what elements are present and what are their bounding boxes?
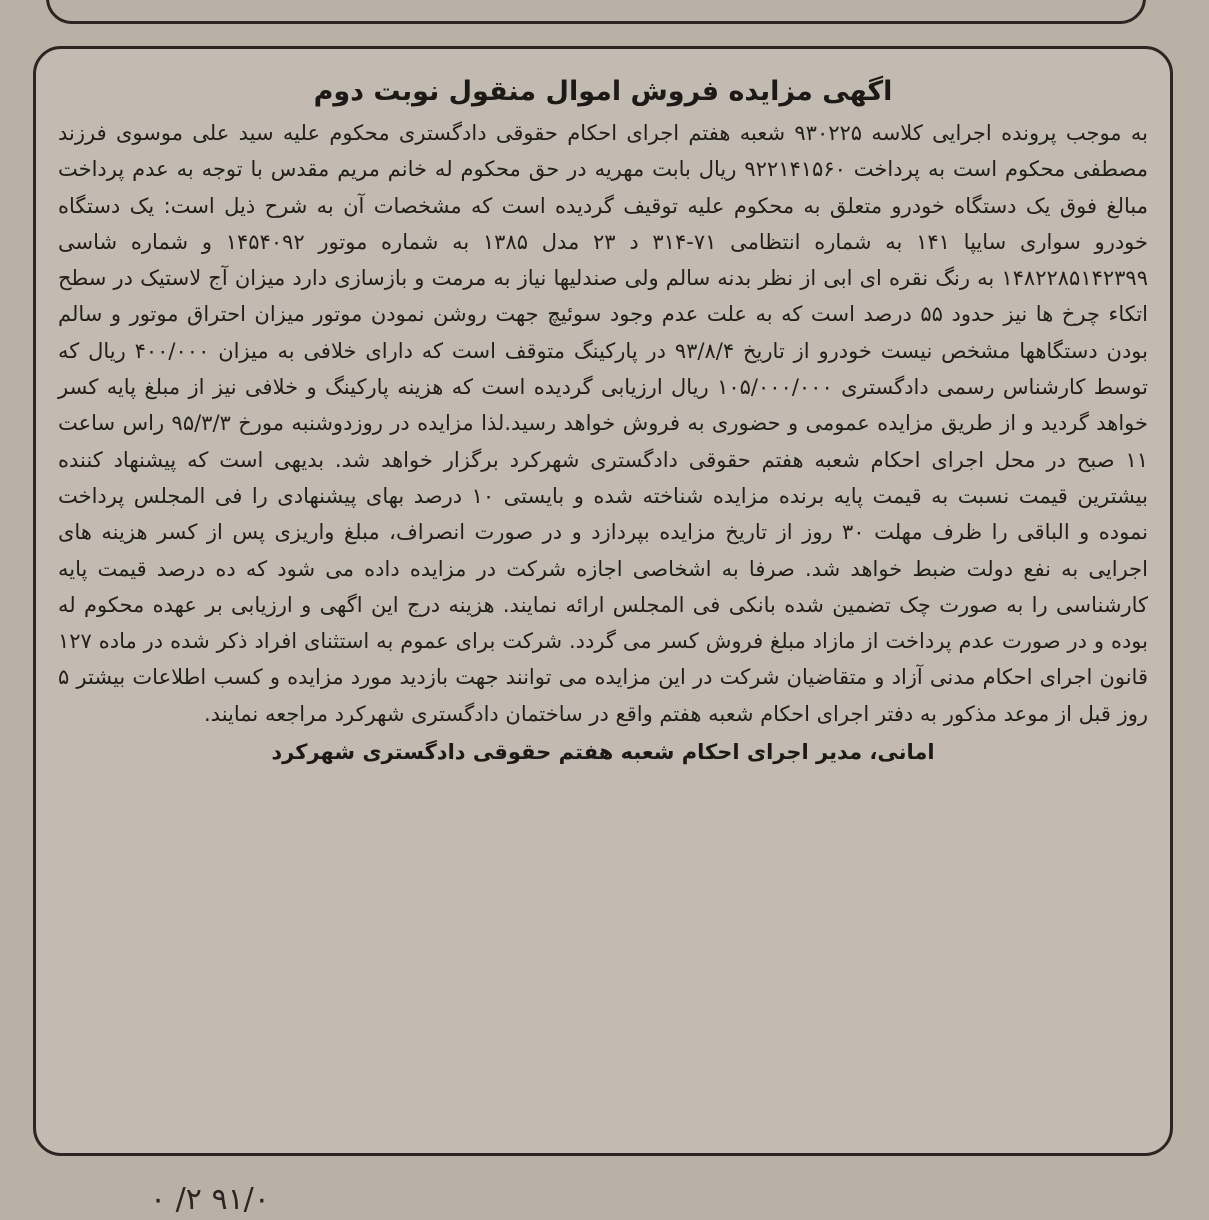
auction-notice <box>33 46 1173 1156</box>
previous-notice-frame <box>46 0 1146 24</box>
bottom-partial-text: ۹۱/۰ ۲/ ۰ <box>150 1182 270 1217</box>
notice-body: به موجب پرونده اجرایی کلاسه ۹۳۰۲۲۵ شعبه هفتم اجرای احکام حقوقی دادگستری محکوم علیه سید علی موسوی فرزند مصطفی محکوم است به پرداخت ۹۲۲۱۴۱۵۶۰ ریال بابت مهریه در حق محکوم له خانم مریم مقدس با توجه به عدم پرداخت مبالغ فوق یک دستگاه خودرو متعلق به محکوم علیه توقیف گردیده است که مشخصات آن به شرح ذیل است: یک دستگاه خودرو سواری سایپا ۱۴۱ به شماره انتظامی ۷۱-۳۱۴ د ۲۳ مدل ۱۳۸۵ به شماره موتور ۱۴۵۴۰۹۲ و شماره شاسی ۱۴۸۲۲۸۵۱۴۲۳۹۹ به رنگ نقره ای ابی از نظر بدنه سالم ولی صندلیها نیاز به مرمت و بازسازی دارد میزان آج لاستیک در سطح اتکاء چرخ ها نیز حدود ۵۵ درصد است که به علت عدم وجود سوئیچ جهت روشن نمودن موتور میزان احتراق موتور و سالم بودن دستگاهها مشخص نیست خودرو از تاریخ ۹۳/۸/۴ در پارکینگ متوقف است که دارای خلافی به میزان ۴۰۰/۰۰۰ ریال که توسط کارشناس رسمی دادگستری ۱۰۵/۰۰۰/۰۰۰ ریال ارزیابی گردیده است که هزینه پارکینگ و خلافی نیز از مبلغ پایه کسر خواهد گردید و از طریق مزایده عمومی و حضوری به فروش خواهد رسید.لذا مزایده در روزدوشنبه مورخ ۹۵/۳/۳ راس ساعت ۱۱ صبح در محل اجرای احکام شعبه هفتم حقوقی دادگستری شهرکرد برگزار خواهد شد. بدیهی است که پیشنهاد کننده بیشترین قیمت نسبت به قیمت پایه برنده مزایده شناخته شده و بایستی ۱۰ درصد بهای پیشنهادی را فی المجلس پرداخت نموده و الباقی را ظرف مهلت ۳۰ روز از تاریخ مزایده بپردازد و در صورت انصراف، مبلغ واریزی پس از کسر هزینه های اجرایی به نفع دولت ضبط خواهد شد. صرفا به اشخاصی اجازه شرکت در مزایده داده می شود که ده درصد قیمت پایه کارشناسی را به صورت چک تضمین شده بانکی فی المجلس ارائه نمایند. هزینه درج این اگهی و ارزیابی بر عهده محکوم له بوده و در صورت عدم پرداخت از مازاد مبلغ فروش کسر می گردد. شرکت برای عموم به استثنای افراد ذکر شده در ماده ۱۲۷ قانون اجرای احکام مدنی آزاد و متقاضیان شرکت در این مزایده می توانند جهت بازدید مورد مزایده و کسب اطلاعات بیشتر ۵ روز قبل از موعد مذکور به دفتر اجرای احکام شعبه هفتم واقع در ساختمان دادگستری شهرکرد مراجعه نمایند. <box>58 121 1149 726</box>
notice-signature: امانی، مدیر اجرای احکام شعبه هفتم حقوقی دادگستری شهرکرد <box>271 740 935 765</box>
notice-title: اگهی مزایده فروش اموال منقول نوبت دوم <box>313 76 893 107</box>
